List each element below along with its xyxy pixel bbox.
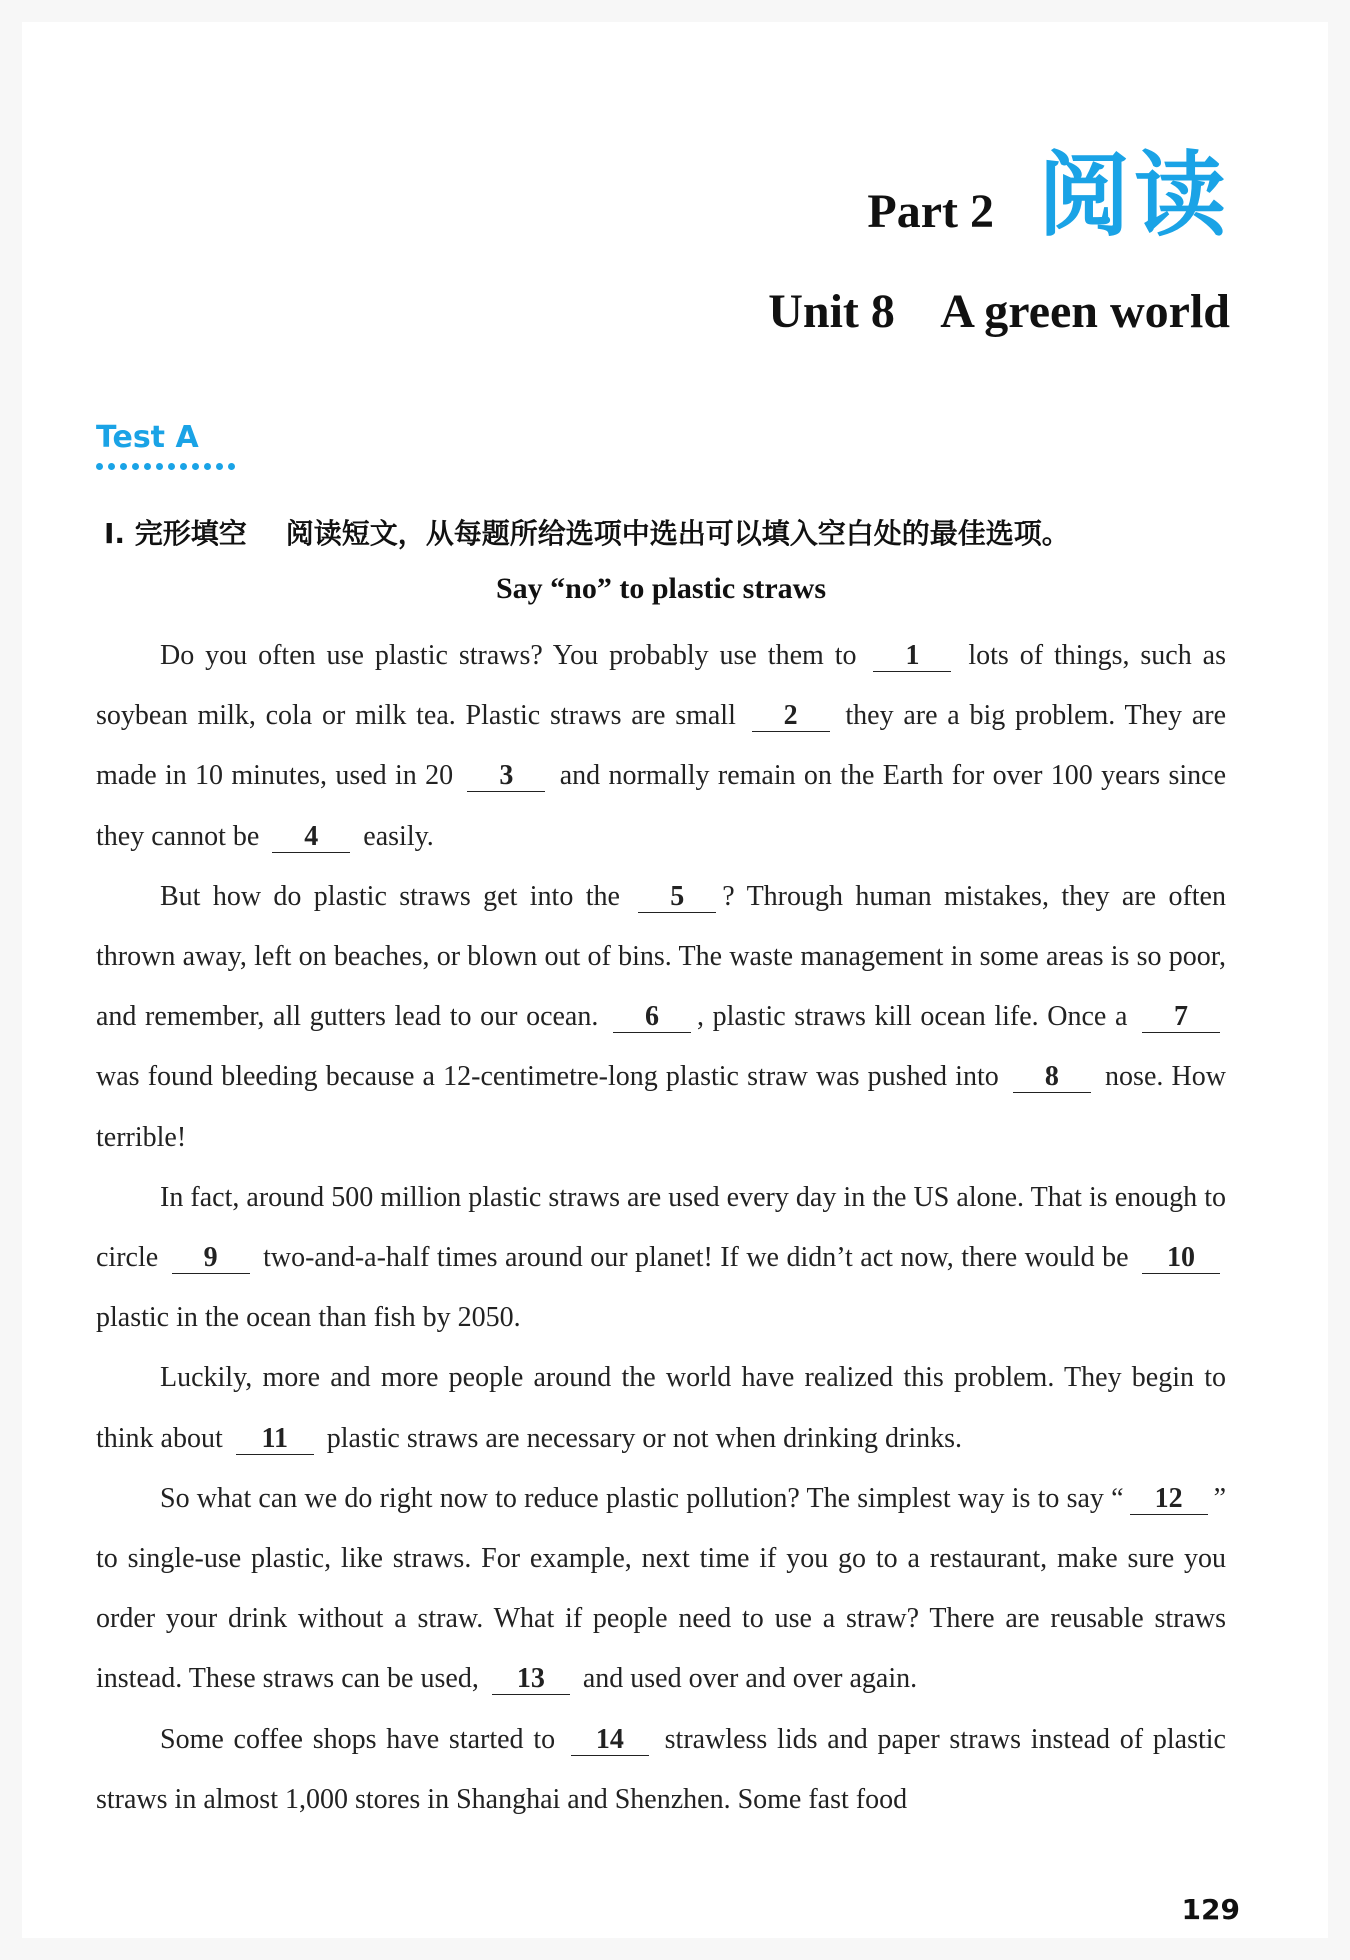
passage-text: So what can we do right now to reduce plastic pollution? The simplest way is to say “ xyxy=(160,1482,1124,1514)
answer-blank: 14 xyxy=(571,1725,649,1756)
passage-text: Some coffee shops have started to xyxy=(160,1723,565,1755)
answer-blank: 1 xyxy=(873,641,951,672)
answer-blank: 9 xyxy=(172,1243,250,1274)
answer-blank: 12 xyxy=(1130,1484,1208,1515)
passage-text: , plastic straws kill ocean life. Once a xyxy=(696,1001,1136,1033)
answer-blank: 8 xyxy=(1013,1062,1091,1093)
passage-paragraph xyxy=(96,626,1226,867)
passage-text: easily. xyxy=(356,820,434,852)
passage-text: and used over and over again. xyxy=(575,1663,918,1695)
passage-paragraph xyxy=(96,1348,1226,1468)
unit-title: Unit 8 A green world xyxy=(768,285,1230,338)
passage-text: two-and-a-half times around our planet! If we didn’t act now, there would be xyxy=(255,1242,1137,1274)
passage-text: was found bleeding because a 12-centimetre-long plastic straw was pushed into xyxy=(96,1061,1007,1093)
passage-paragraph xyxy=(96,1710,1226,1830)
passage-text: But how do plastic straws get into the xyxy=(160,880,633,912)
passage-text: and normally remain on the Earth for over 100 years since they cannot be xyxy=(96,760,1226,852)
page-number: 129 xyxy=(1181,1893,1240,1926)
passage-title: Say “no” to plastic straws xyxy=(495,572,826,605)
passage-paragraph xyxy=(96,1168,1226,1349)
passage-text: nose. How terrible! xyxy=(96,1061,1226,1153)
passage-text: In fact, around 500 million plastic straws are used every day in the US alone. That is enough to circle xyxy=(96,1181,1226,1274)
part-header xyxy=(867,142,1230,249)
passage-text: Do you often use plastic straws? You probably use them to xyxy=(160,640,868,671)
passage-paragraph xyxy=(96,1469,1226,1710)
answer-blank: 7 xyxy=(1142,1002,1220,1033)
passage-body xyxy=(96,626,1226,1830)
part-chinese-title: 阅读 xyxy=(1037,142,1230,249)
answer-blank: 2 xyxy=(752,701,830,732)
passage-text: ” to single-use plastic, like straws. For example, next time if you go to a restaurant, make sure you order your drink without a straw. What if people need to use a straw? There are reusable straws instead. These straws can be used, xyxy=(96,1482,1226,1695)
passage-paragraph xyxy=(96,867,1226,1168)
answer-blank: 5 xyxy=(638,882,716,913)
passage-text: plastic in the ocean than fish by 2050. xyxy=(96,1302,521,1334)
answer-blank: 13 xyxy=(492,1664,570,1695)
answer-blank: 11 xyxy=(236,1424,314,1455)
passage-text: they are a big problem. They are made in 10 minutes, used in 20 xyxy=(96,700,1226,792)
passage-text: Luckily, more and more people around the world have realized this problem. They begin to think about xyxy=(96,1362,1226,1454)
answer-blank: 6 xyxy=(613,1002,691,1033)
passage-text: ? Through human mistakes, they are often thrown away, left on beaches, or blown out of bins. The waste management in some areas is so poor, and remember, all gutters lead to our ocean. xyxy=(96,880,1226,1033)
test-label-dots xyxy=(96,463,235,470)
answer-blank: 10 xyxy=(1142,1243,1220,1274)
passage-text: strawless lids and paper straws instead of plastic straws in almost 1,000 stores in Shanghai and Shenzhen. Some fast food xyxy=(96,1723,1226,1815)
passage-text: lots of things, such as soybean milk, cola or milk tea. Plastic straws are small xyxy=(96,640,1226,732)
part-label: Part 2 xyxy=(867,185,994,238)
test-label: Test A xyxy=(96,420,199,455)
answer-blank: 4 xyxy=(272,822,350,853)
section-instruction: Ⅰ. 完形填空 阅读短文，从每题所给选项中选出可以填入空白处的最佳选项。 xyxy=(104,517,1070,550)
passage-text: plastic straws are necessary or not when drinking drinks. xyxy=(319,1422,963,1454)
answer-blank: 3 xyxy=(467,761,545,792)
